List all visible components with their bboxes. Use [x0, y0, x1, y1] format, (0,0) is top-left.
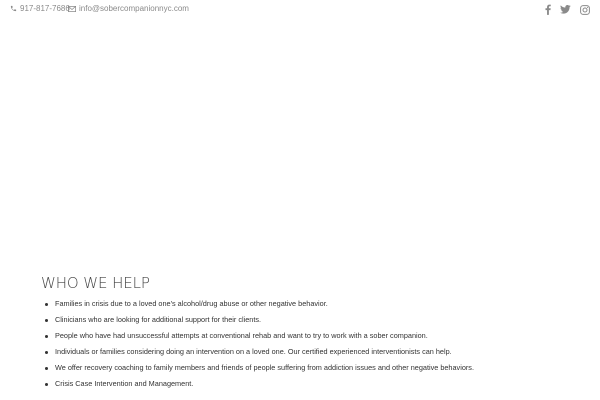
- list-item: Individuals or families considering doing an intervention on a loved one. Our certified experienced interventionists can help.: [44, 344, 474, 360]
- facebook-icon[interactable]: [545, 4, 551, 15]
- help-list: [44, 296, 474, 392]
- list-item: Crisis Case Intervention and Management.: [44, 376, 474, 392]
- instagram-icon[interactable]: [580, 5, 590, 15]
- phone-contact[interactable]: [10, 4, 70, 13]
- twitter-icon[interactable]: [560, 5, 571, 14]
- social-links: [536, 4, 590, 15]
- list-item: Clinicians who are looking for additional support for their clients.: [44, 312, 474, 328]
- email-contact[interactable]: [68, 4, 189, 13]
- list-item: Families in crisis due to a loved one's alcohol/drug abuse or other negative behavior.: [44, 296, 474, 312]
- hero-banner: [0, 20, 600, 270]
- section-title: WHO WE HELP: [41, 274, 150, 292]
- list-item: We offer recovery coaching to family members and friends of people suffering from addiction issues and other negative behaviors.: [44, 360, 474, 376]
- phone-number: 917-817-7686: [20, 4, 70, 13]
- email-address: info@sobercompanionnyc.com: [79, 4, 189, 13]
- phone-icon: [10, 5, 17, 12]
- top-bar: [0, 0, 600, 20]
- list-item: People who have had unsuccessful attempts at conventional rehab and want to try to work with a sober companion.: [44, 328, 474, 344]
- envelope-icon: [68, 6, 76, 12]
